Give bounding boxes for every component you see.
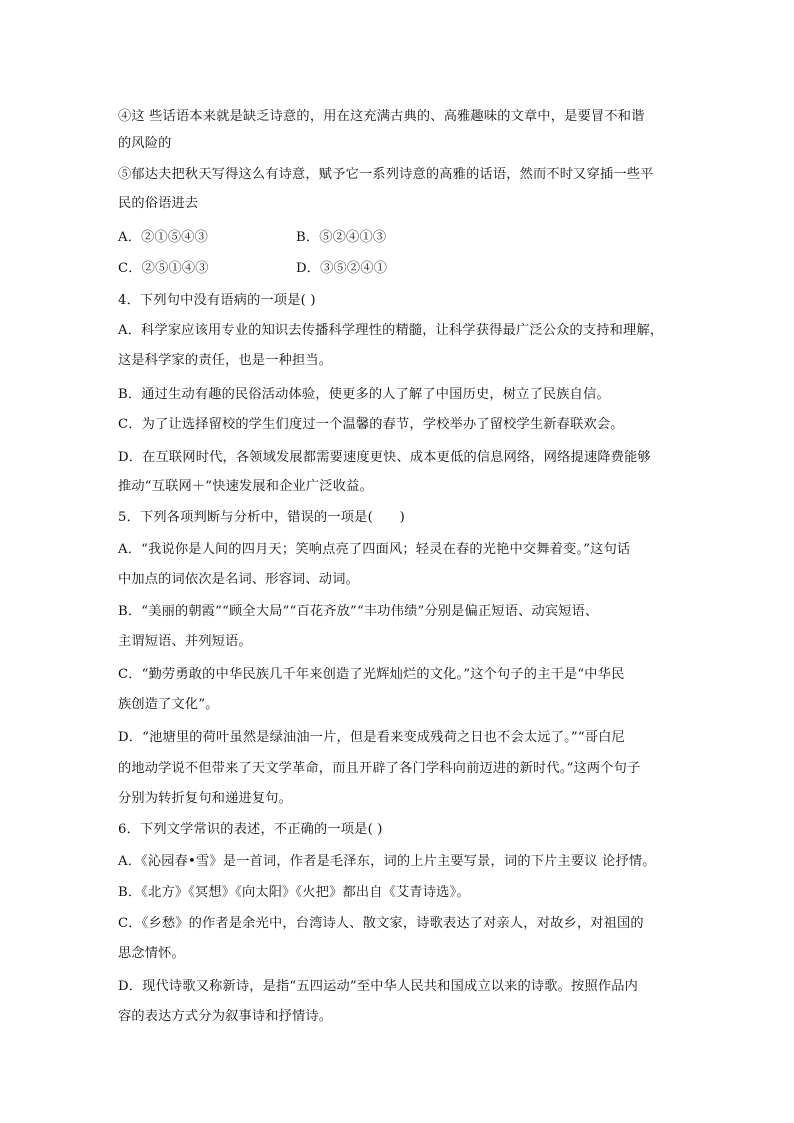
text-line: B．通过生动有趣的民俗活动体验，使更多的人了解了中国历史，树立了民族自信。 [118, 387, 610, 402]
text-line: D．在互联网时代，各领域发展都需要速度更快、成本更低的信息网络，网络提速降费能够 [118, 450, 651, 465]
text-line: C．“勤劳勇敢的中华民族几千年来创造了光辉灿烂的文化。”这个句子的主干是“中华民 [118, 667, 625, 682]
text-line: C．为了让选择留校的学生们度过一个温馨的春节，学校举办了留校学生新春联欢会。 [118, 417, 624, 432]
text-line: A．《沁园春•雪》是一首词，作者是毛泽东，词的上片主要写景，词的下片主要议 论抒情。 [118, 854, 656, 869]
text-line: D．“池塘里的荷叶虽然是绿油油一片，但是看来变成残荷之日也不会太远了。”“哥白尼 [118, 730, 625, 745]
option-row [118, 229, 387, 247]
question-4: 4．下列句中没有语病的一项是( ) [118, 293, 316, 308]
text-line: B．《北方》《冥想》《向太阳》《火把》都出自《艾青诗选》。 [118, 885, 470, 900]
text-line: 的风险的 [118, 136, 172, 151]
option-a: A．②①⑤④③ [118, 230, 209, 245]
text-line: A．“我说你是人间的四月天；笑响点亮了四面风；轻灵在春的光艳中交舞着变。”这句话 [118, 542, 631, 557]
text-line: 容的表达方式分为叙事诗和抒情诗。 [118, 1009, 333, 1024]
text-line: 主谓短语、并列短语。 [118, 634, 252, 649]
text-line: 族创造了文化”。 [118, 697, 219, 712]
text-line: C．《乡愁》的作者是余光中，台湾诗人、散文家，诗歌表达了对亲人，对故乡，对祖国的 [118, 916, 644, 931]
text-line: B．“美丽的朝霞”“顾全大局”“百花齐放”“丰功伟绩”分别是偏正短语、动宾短语、 [118, 604, 599, 619]
text-line: A．科学家应该用专业的知识去传播科学理性的精髓，让科学获得最广泛公众的支持和理解， [118, 323, 664, 338]
text-line: 推动“互联网＋”快速发展和企业广泛收益。 [118, 479, 373, 494]
option-d: D．③⑤②④① [296, 261, 388, 276]
option-b: B．⑤②④①③ [296, 230, 387, 245]
text-line: 分别为转折复句和递进复句。 [118, 791, 293, 806]
text-line: 民的俗语进去 [118, 196, 199, 211]
option-row [118, 260, 388, 278]
text-line: ④这 些话语本来就是缺乏诗意的，用在这充满古典的、高雅趣味的文章中，是要冒不和谐 [118, 109, 645, 124]
text-line: D．现代诗歌又称新诗，是指“五四运动”至中华人民共和国成立以来的诗歌。按照作品内 [118, 979, 638, 994]
text-line: ⑤郁达夫把秋天写得这么有诗意，赋予它一系列诗意的高雅的话语，然而不时又穿插一些平 [118, 167, 654, 182]
text-line: 的地动学说不但带来了天文学革命，而且开辟了各门学科向前迈进的新时代。”这两个句子 [118, 761, 641, 776]
text-line: 思念情怀。 [118, 946, 185, 961]
text-line: 这是科学家的责任，也是一种担当。 [118, 353, 333, 368]
text-line: 中加点的词依次是名词、形容词、动词。 [118, 572, 359, 587]
option-c: C．②⑤①④③ [118, 261, 209, 276]
question-6: 6．下列文学常识的表述，不正确的一项是( ) [118, 822, 383, 837]
question-5: 5．下列各项判断与分析中，错误的一项是( ) [118, 510, 406, 525]
